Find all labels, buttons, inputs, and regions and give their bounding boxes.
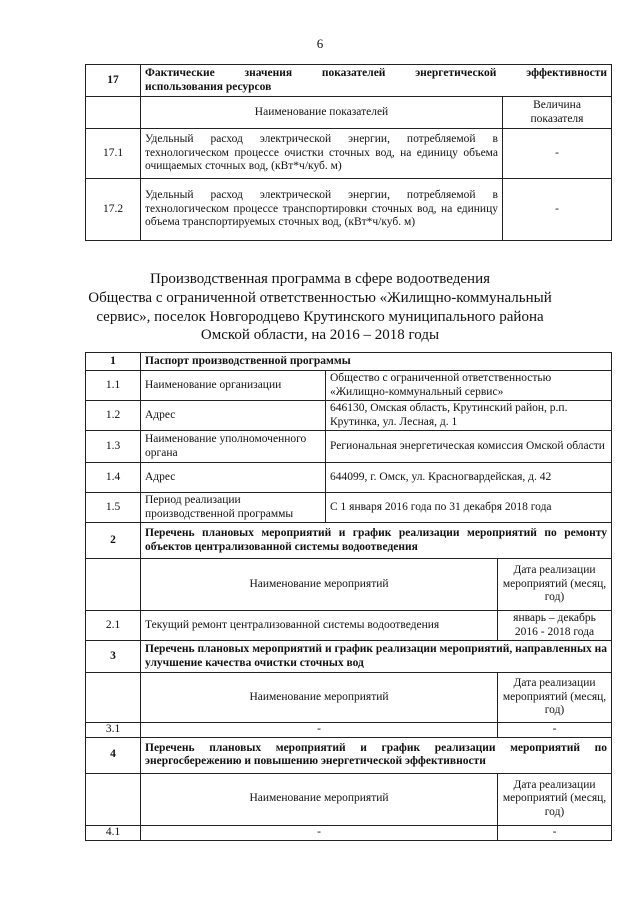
section-heading: Перечень плановых мероприятий и график реализации мероприятий по ремонту объектов централизованной системы водоотведения	[141, 523, 612, 559]
measure-name: -	[141, 723, 498, 738]
passport-value: Региональная энергетическая комиссия Омской области	[326, 431, 612, 463]
indicator-name: Удельный расход электрической энергии, потребляемой в технологическом процессе очистки сточных вод, на единицу объема очищаемых сточных вод, (кВт*ч/куб. м)	[141, 129, 503, 179]
row-number: 1.3	[86, 431, 141, 463]
page-number: 6	[316, 36, 324, 51]
row-number: 2.1	[86, 611, 141, 641]
efficiency-table	[85, 64, 612, 241]
column-header-name: Наименование мероприятий	[141, 673, 498, 723]
column-header-value: Величина показателя	[503, 97, 612, 129]
column-header-name: Наименование показателей	[141, 97, 503, 129]
section-heading: Перечень плановых мероприятий и график реализации мероприятий по энергосбережению и повышению энергетической эффективности	[141, 737, 612, 773]
row-number: 17.1	[86, 129, 141, 179]
section-heading: Перечень плановых мероприятий и график реализации мероприятий, направленных на улучшение качества очистки сточных вод	[141, 641, 612, 673]
passport-label: Адрес	[141, 463, 326, 493]
section-number: 2	[86, 523, 141, 559]
passport-label: Наименование организации	[141, 371, 326, 401]
row-number: 1.4	[86, 463, 141, 493]
program-title-line: Общества с ограниченной ответственностью «Жилищно-коммунальный	[88, 289, 552, 306]
program-title-line: Омской области, на 2016 – 2018 годы	[200, 327, 440, 344]
row-number: 3.1	[86, 723, 141, 738]
passport-label: Наименование уполномоченного органа	[141, 431, 326, 463]
indicator-name: Удельный расход электрической энергии, потребляемой в технологическом процессе транспортировки сточных вод, на единицу объема транспортируемых сточных вод, (кВт*ч/куб. м)	[141, 179, 503, 241]
column-header-date: Дата реализации мероприятий (месяц, год)	[498, 773, 612, 825]
program-title-line: сервис», поселок Новгородцево Крутинского муниципального района	[96, 308, 544, 325]
passport-label: Период реализации производственной программы	[141, 493, 326, 523]
program-title	[60, 270, 580, 345]
passport-label: Адрес	[141, 401, 326, 431]
row-number: 4.1	[86, 825, 141, 840]
passport-value: Общество с ограниченной ответственностью «Жилищно-коммунальный сервис»	[326, 371, 612, 401]
column-header-name: Наименование мероприятий	[141, 559, 498, 611]
program-title-line: Производственная программа в сфере водоотведения	[149, 271, 490, 287]
indicator-value: -	[503, 179, 612, 241]
row-number: 1.2	[86, 401, 141, 431]
indicator-value: -	[503, 129, 612, 179]
measure-name: Текущий ремонт централизованной системы водоотведения	[141, 611, 498, 641]
section-heading: Паспорт производственной программы	[141, 353, 612, 371]
passport-value: 644099, г. Омск, ул. Красногвардейская, д. 42	[326, 463, 612, 493]
row-number: 1.5	[86, 493, 141, 523]
heading-line: Фактические значения показателей энергетической эффективности	[145, 66, 607, 79]
measure-date: -	[498, 723, 612, 738]
measure-name: -	[141, 825, 498, 840]
heading-line: использования ресурсов	[145, 80, 272, 93]
section-number: 3	[86, 641, 141, 673]
section-number: 1	[86, 353, 141, 371]
measure-date: январь – декабрь 2016 - 2018 года	[498, 611, 612, 641]
measure-date: -	[498, 825, 612, 840]
column-header-date: Дата реализации мероприятий (месяц, год)	[498, 559, 612, 611]
passport-value: 646130, Омская область, Крутинский район, р.п. Крутинка, ул. Лесная, д. 1	[326, 401, 612, 431]
program-table	[85, 352, 612, 841]
section-heading	[141, 65, 612, 97]
row-number: 17.2	[86, 179, 141, 241]
passport-value: С 1 января 2016 года по 31 декабря 2018 года	[326, 493, 612, 523]
column-header-date: Дата реализации мероприятий (месяц, год)	[498, 673, 612, 723]
row-number: 1.1	[86, 371, 141, 401]
column-header-name: Наименование мероприятий	[141, 773, 498, 825]
section-number: 4	[86, 737, 141, 773]
section-number: 17	[86, 65, 141, 97]
